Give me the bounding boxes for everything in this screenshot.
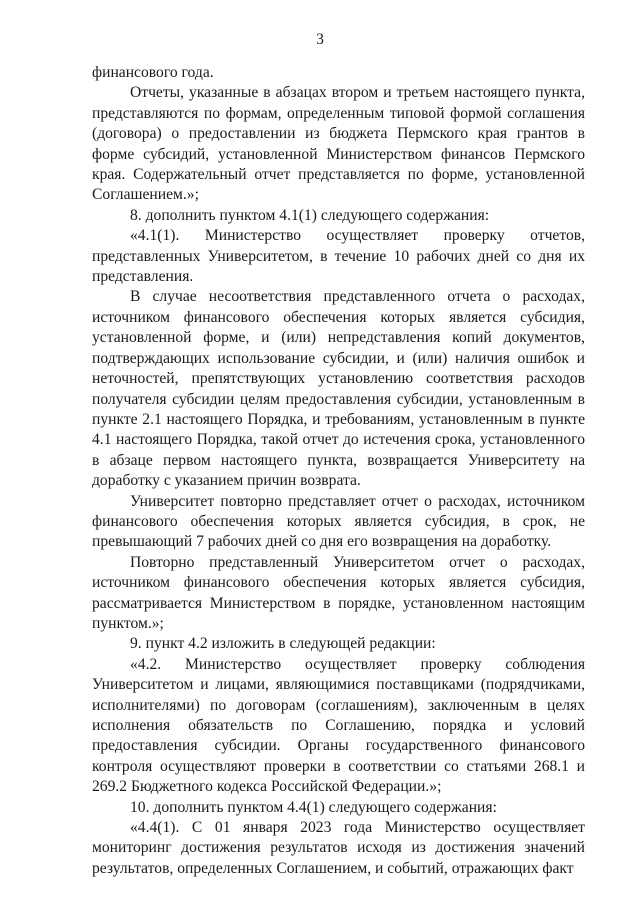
paragraph: «4.1(1). Министерство осуществляет проверку отчетов, представленных Университетом, в течение 10 рабочих дней со дня их представления. <box>92 227 585 286</box>
paragraph: финансового года. <box>92 64 214 81</box>
paragraph: Университет повторно представляет отчет о расходах, источником финансового обеспечения которых является субсидия, в срок, не превышающий 7 рабочих дней со дня его возвращения на доработку. <box>92 492 585 551</box>
paragraph: В случае несоответствия представленного отчета о расходах, источником финансового обеспечения которых является субсидия, установленной форме, и (или) непредставления копий документов, подтверждающих использование субсидии, и (или) наличия ошибок и неточностей, препятствующих установлению соответствия расходов получателя субсидии целям предоставления субсидии, установленным в пункте 2.1 настоящего Порядка, и требованиям, установленным в пункте 4.1 настоящего Порядка, такой отчет до истечения срока, установленного в абзаце первом настоящего пункта, возвращается Университету на доработку с указанием причин возврата. <box>92 288 585 490</box>
paragraph: 8. дополнить пунктом 4.1(1) следующего содержания: <box>130 206 490 224</box>
document-body <box>92 63 585 879</box>
paragraph: Отчеты, указанные в абзацах втором и третьем настоящего пункта, представляются по формам, определенным типовой формой соглашения (договора) о предоставлении из бюджета Пермского края грантов в форме субсидий, установленной Министерством финансов Пермского края. Содержательный отчет представляется по форме, установленной Соглашением.»; <box>92 84 585 204</box>
paragraph: Повторно представленный Университетом отчет о расходах, источником финансового обеспечения которых является субсидия, рассматривается Министерством в порядке, установленном настоящим пунктом.»; <box>92 553 585 632</box>
paragraph: 10. дополнить пунктом 4.4(1) следующего содержания: <box>130 798 497 816</box>
paragraph: 9. пункт 4.2 изложить в следующей редакции: <box>130 635 436 653</box>
page-number: 3 <box>316 31 324 48</box>
paragraph: «4.4(1). С 01 января 2023 года Министерство осуществляет мониторинг достижения результатов исходя из достижения значений результатов, определенных Соглашением, и событий, отражающих факт <box>92 819 585 877</box>
paragraph: «4.2. Министерство осуществляет проверку соблюдения Университетом и лицами, являющимися поставщиками (подрядчиками, исполнителями) по договорам (соглашениям), заключенным в целях исполнения обязательств по Соглашению, порядка и условий предоставления субсидии. Органы государственного финансового контроля осуществляют проверки в соответствии со статьями 268.1 и 269.2 Бюджетного кодекса Российской Федерации.»; <box>92 655 585 796</box>
